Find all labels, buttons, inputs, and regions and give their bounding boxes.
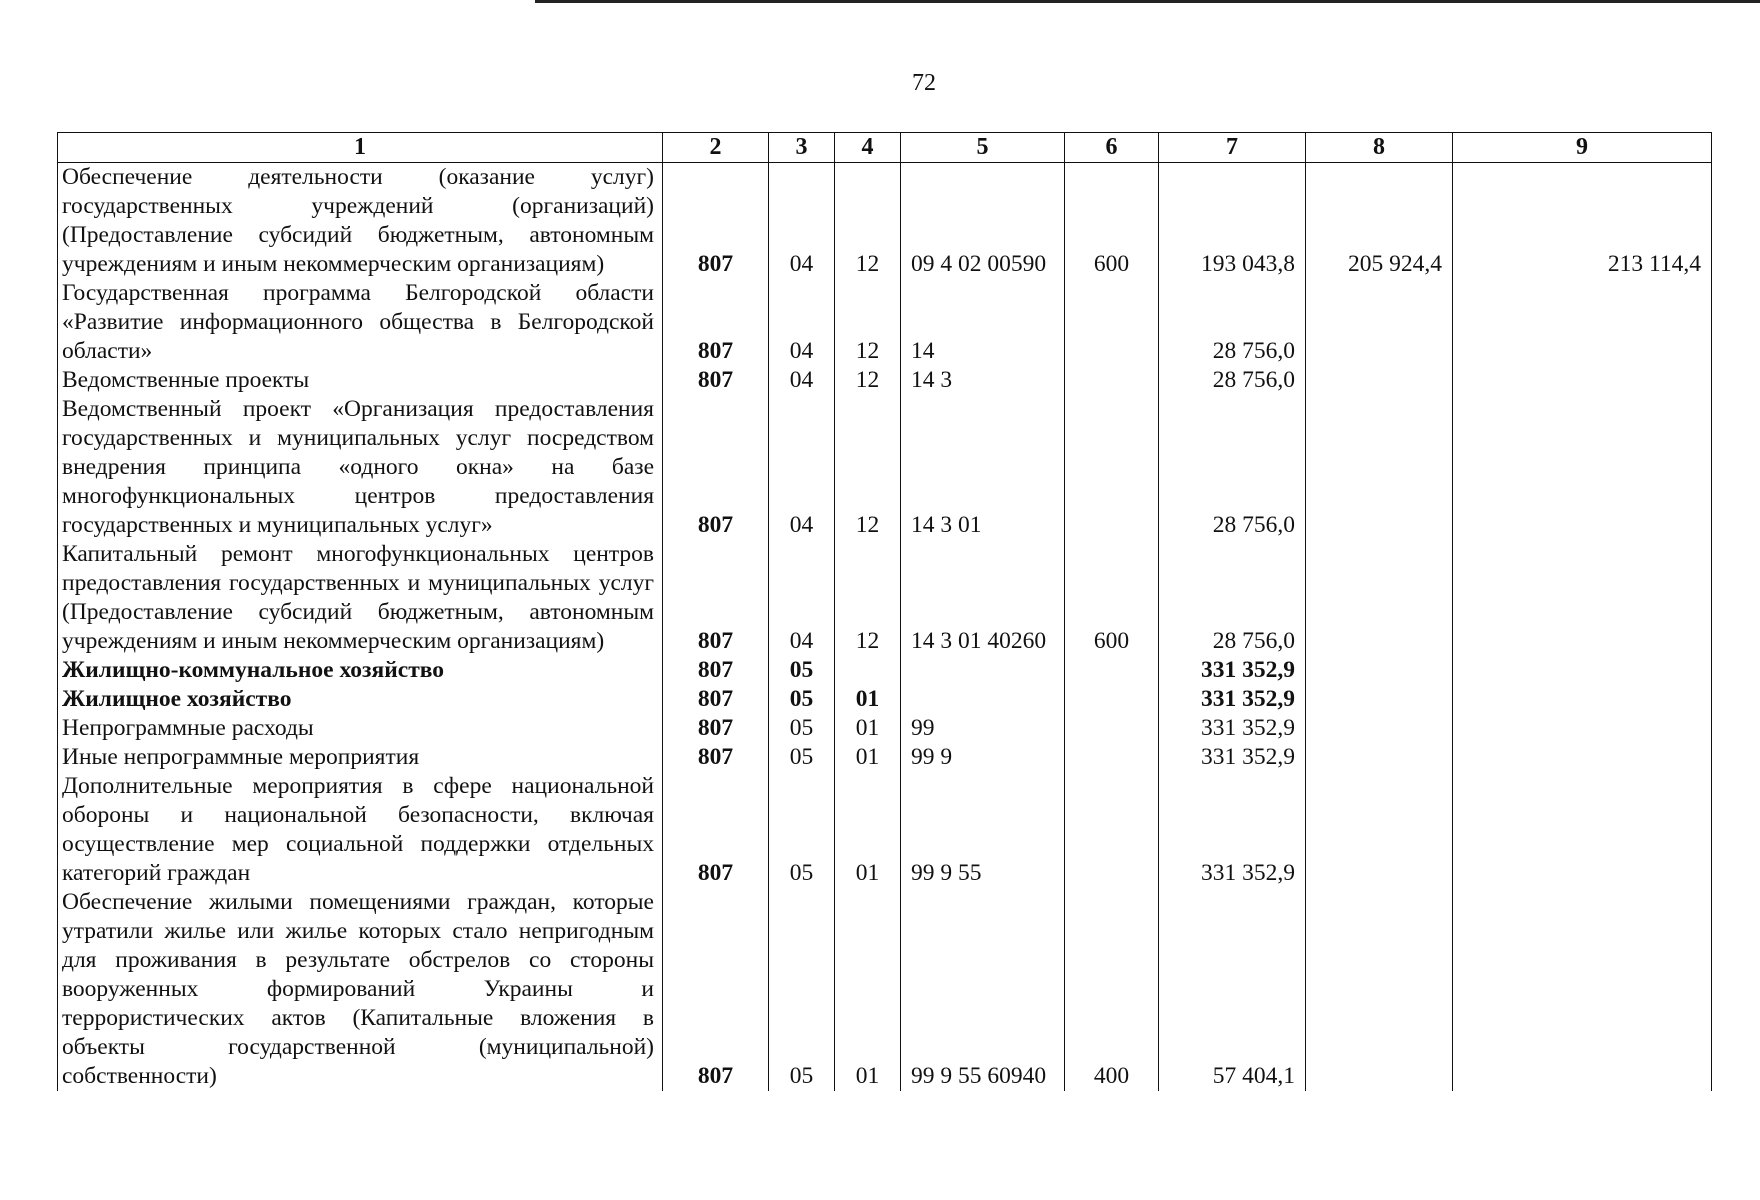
column-header: 8 bbox=[1306, 133, 1453, 163]
amount-col-8 bbox=[1306, 685, 1453, 714]
amount-col-7: 193 043,8 bbox=[1159, 163, 1306, 280]
section-code: 05 bbox=[769, 743, 835, 772]
amount-col-8 bbox=[1306, 888, 1453, 1091]
column-header: 3 bbox=[769, 133, 835, 163]
amount-col-7: 331 352,9 bbox=[1159, 743, 1306, 772]
amount-col-8 bbox=[1306, 279, 1453, 366]
amount-col-9 bbox=[1453, 279, 1712, 366]
amount-col-9: 213 114,4 bbox=[1453, 163, 1712, 280]
section-code: 04 bbox=[769, 366, 835, 395]
amount-col-9 bbox=[1453, 743, 1712, 772]
amount-col-9 bbox=[1453, 685, 1712, 714]
section-code: 05 bbox=[769, 714, 835, 743]
expense-type-code: 400 bbox=[1065, 888, 1159, 1091]
admin-code: 807 bbox=[663, 685, 769, 714]
amount-col-7: 57 404,1 bbox=[1159, 888, 1306, 1091]
expense-type-code bbox=[1065, 743, 1159, 772]
expense-type-code bbox=[1065, 656, 1159, 685]
amount-col-8 bbox=[1306, 743, 1453, 772]
row-name: Ведомственный проект «Организация предоставления государственных и муниципальных услуг посредством внедрения принципа «одного окна» на базе многофункциональных центров предоставления государственных и муниципальных услуг» bbox=[58, 395, 663, 540]
admin-code: 807 bbox=[663, 772, 769, 888]
table-row bbox=[58, 772, 1712, 888]
subsection-code: 12 bbox=[835, 540, 901, 656]
table-row bbox=[58, 395, 1712, 540]
section-code: 05 bbox=[769, 772, 835, 888]
subsection-code: 12 bbox=[835, 395, 901, 540]
target-article-code: 99 bbox=[901, 714, 1065, 743]
amount-col-9 bbox=[1453, 540, 1712, 656]
expense-type-code bbox=[1065, 279, 1159, 366]
subsection-code: 12 bbox=[835, 279, 901, 366]
amount-col-9 bbox=[1453, 714, 1712, 743]
expense-type-code: 600 bbox=[1065, 163, 1159, 280]
row-name: Обеспечение жилыми помещениями граждан, которые утратили жилье или жилье которых стало непригодным для проживания в результате обстрелов со стороны вооруженных формирований Украины и террористических актов (Капитальные вложения в объекты государственной (муниципальной) собственности) bbox=[58, 888, 663, 1091]
column-header: 9 bbox=[1453, 133, 1712, 163]
column-header: 5 bbox=[901, 133, 1065, 163]
amount-col-8: 205 924,4 bbox=[1306, 163, 1453, 280]
column-header: 7 bbox=[1159, 133, 1306, 163]
target-article-code bbox=[901, 685, 1065, 714]
section-code: 05 bbox=[769, 656, 835, 685]
budget-table bbox=[57, 132, 1712, 1091]
amount-col-7: 28 756,0 bbox=[1159, 395, 1306, 540]
expense-type-code bbox=[1065, 685, 1159, 714]
section-code: 04 bbox=[769, 163, 835, 280]
admin-code: 807 bbox=[663, 888, 769, 1091]
amount-col-9 bbox=[1453, 395, 1712, 540]
column-header: 4 bbox=[835, 133, 901, 163]
target-article-code: 99 9 55 bbox=[901, 772, 1065, 888]
header-row bbox=[58, 133, 1712, 163]
column-header: 6 bbox=[1065, 133, 1159, 163]
target-article-code: 14 3 01 bbox=[901, 395, 1065, 540]
page-number: 72 bbox=[912, 70, 936, 96]
amount-col-8 bbox=[1306, 714, 1453, 743]
target-article-code: 09 4 02 00590 bbox=[901, 163, 1065, 280]
section-code: 05 bbox=[769, 888, 835, 1091]
amount-col-8 bbox=[1306, 366, 1453, 395]
section-code: 04 bbox=[769, 540, 835, 656]
table-row bbox=[58, 540, 1712, 656]
section-code: 04 bbox=[769, 279, 835, 366]
admin-code: 807 bbox=[663, 743, 769, 772]
amount-col-8 bbox=[1306, 540, 1453, 656]
table-row bbox=[58, 888, 1712, 1091]
subsection-code bbox=[835, 656, 901, 685]
admin-code: 807 bbox=[663, 279, 769, 366]
amount-col-7: 28 756,0 bbox=[1159, 279, 1306, 366]
table-row bbox=[58, 656, 1712, 685]
section-code: 04 bbox=[769, 395, 835, 540]
row-name: Дополнительные мероприятия в сфере национальной обороны и национальной безопасности, включая осуществление мер социальной поддержки отдельных категорий граждан bbox=[58, 772, 663, 888]
subsection-code: 01 bbox=[835, 888, 901, 1091]
row-name: Ведомственные проекты bbox=[58, 366, 663, 395]
admin-code: 807 bbox=[663, 540, 769, 656]
amount-col-9 bbox=[1453, 772, 1712, 888]
expense-type-code bbox=[1065, 366, 1159, 395]
amount-col-7: 331 352,9 bbox=[1159, 714, 1306, 743]
amount-col-7: 331 352,9 bbox=[1159, 772, 1306, 888]
section-code: 05 bbox=[769, 685, 835, 714]
table-row bbox=[58, 743, 1712, 772]
subsection-code: 01 bbox=[835, 743, 901, 772]
target-article-code: 99 9 55 60940 bbox=[901, 888, 1065, 1091]
row-name: Иные непрограммные мероприятия bbox=[58, 743, 663, 772]
table-row bbox=[58, 714, 1712, 743]
column-header: 2 bbox=[663, 133, 769, 163]
target-article-code: 14 bbox=[901, 279, 1065, 366]
amount-col-7: 331 352,9 bbox=[1159, 685, 1306, 714]
subsection-code: 12 bbox=[835, 163, 901, 280]
admin-code: 807 bbox=[663, 395, 769, 540]
admin-code: 807 bbox=[663, 656, 769, 685]
table-row bbox=[58, 366, 1712, 395]
admin-code: 807 bbox=[663, 163, 769, 280]
target-article-code: 14 3 bbox=[901, 366, 1065, 395]
target-article-code: 14 3 01 40260 bbox=[901, 540, 1065, 656]
subsection-code: 12 bbox=[835, 366, 901, 395]
column-header: 1 bbox=[58, 133, 663, 163]
amount-col-7: 28 756,0 bbox=[1159, 366, 1306, 395]
expense-type-code bbox=[1065, 772, 1159, 888]
amount-col-7: 28 756,0 bbox=[1159, 540, 1306, 656]
row-name: Обеспечение деятельности (оказание услуг) государственных учреждений (организаций) (Предоставление субсидий бюджетным, автономным учреждениям и иным некоммерческим организациям) bbox=[58, 163, 663, 280]
top-rule bbox=[535, 0, 1760, 3]
amount-col-8 bbox=[1306, 656, 1453, 685]
table-row bbox=[58, 685, 1712, 714]
target-article-code bbox=[901, 656, 1065, 685]
expense-type-code: 600 bbox=[1065, 540, 1159, 656]
table-body bbox=[58, 163, 1712, 1092]
amount-col-9 bbox=[1453, 656, 1712, 685]
admin-code: 807 bbox=[663, 366, 769, 395]
table-header bbox=[58, 133, 1712, 163]
table-row bbox=[58, 279, 1712, 366]
subsection-code: 01 bbox=[835, 714, 901, 743]
row-name: Жилищно-коммунальное хозяйство bbox=[58, 656, 663, 685]
amount-col-7: 331 352,9 bbox=[1159, 656, 1306, 685]
table-row bbox=[58, 163, 1712, 280]
expense-type-code bbox=[1065, 395, 1159, 540]
amount-col-9 bbox=[1453, 366, 1712, 395]
amount-col-8 bbox=[1306, 395, 1453, 540]
row-name: Капитальный ремонт многофункциональных центров предоставления государственных и муниципальных услуг (Предоставление субсидий бюджетным, автономным учреждениям и иным некоммерческим организациям) bbox=[58, 540, 663, 656]
amount-col-9 bbox=[1453, 888, 1712, 1091]
row-name: Жилищное хозяйство bbox=[58, 685, 663, 714]
amount-col-8 bbox=[1306, 772, 1453, 888]
row-name: Государственная программа Белгородской области «Развитие информационного общества в Белгородской области» bbox=[58, 279, 663, 366]
expense-type-code bbox=[1065, 714, 1159, 743]
target-article-code: 99 9 bbox=[901, 743, 1065, 772]
subsection-code: 01 bbox=[835, 772, 901, 888]
row-name: Непрограммные расходы bbox=[58, 714, 663, 743]
subsection-code: 01 bbox=[835, 685, 901, 714]
admin-code: 807 bbox=[663, 714, 769, 743]
